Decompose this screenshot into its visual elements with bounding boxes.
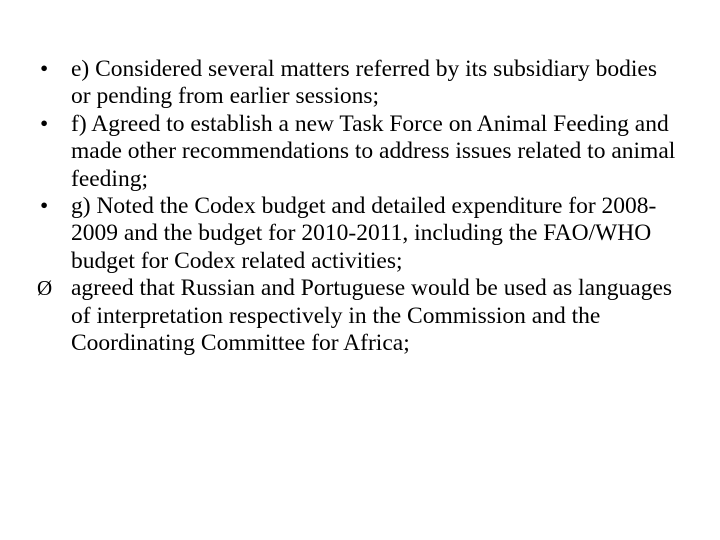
item-text-g: g) Noted the Codex budget and detailed expenditure for 2008-2009 and the budget for 2010-2011, including the FAO/WHO budget for Codex related activities; [71, 193, 657, 274]
bullet-list [37, 56, 680, 357]
item-text-agreed: agreed that Russian and Portuguese would be used as languages of interpretation respectively in the Commission and the Coordinating Committee for Africa; [71, 275, 673, 357]
bullet-icon: • [40, 56, 49, 82]
item-text-f: f) Agreed to establish a new Task Force on Animal Feeding and made other recommendations to address issues related to animal feeding; [71, 110, 676, 192]
bullet-icon: • [40, 110, 49, 137]
arrow-bullet-icon: Ø [37, 276, 53, 301]
list-item [40, 56, 680, 111]
list-item [37, 275, 680, 357]
list-item [40, 111, 680, 193]
item-text-e: e) Considered several matters referred by its subsidiary bodies or pending from earlier sessions; [71, 56, 658, 110]
bullet-icon: • [40, 193, 49, 220]
list-item [40, 193, 680, 275]
